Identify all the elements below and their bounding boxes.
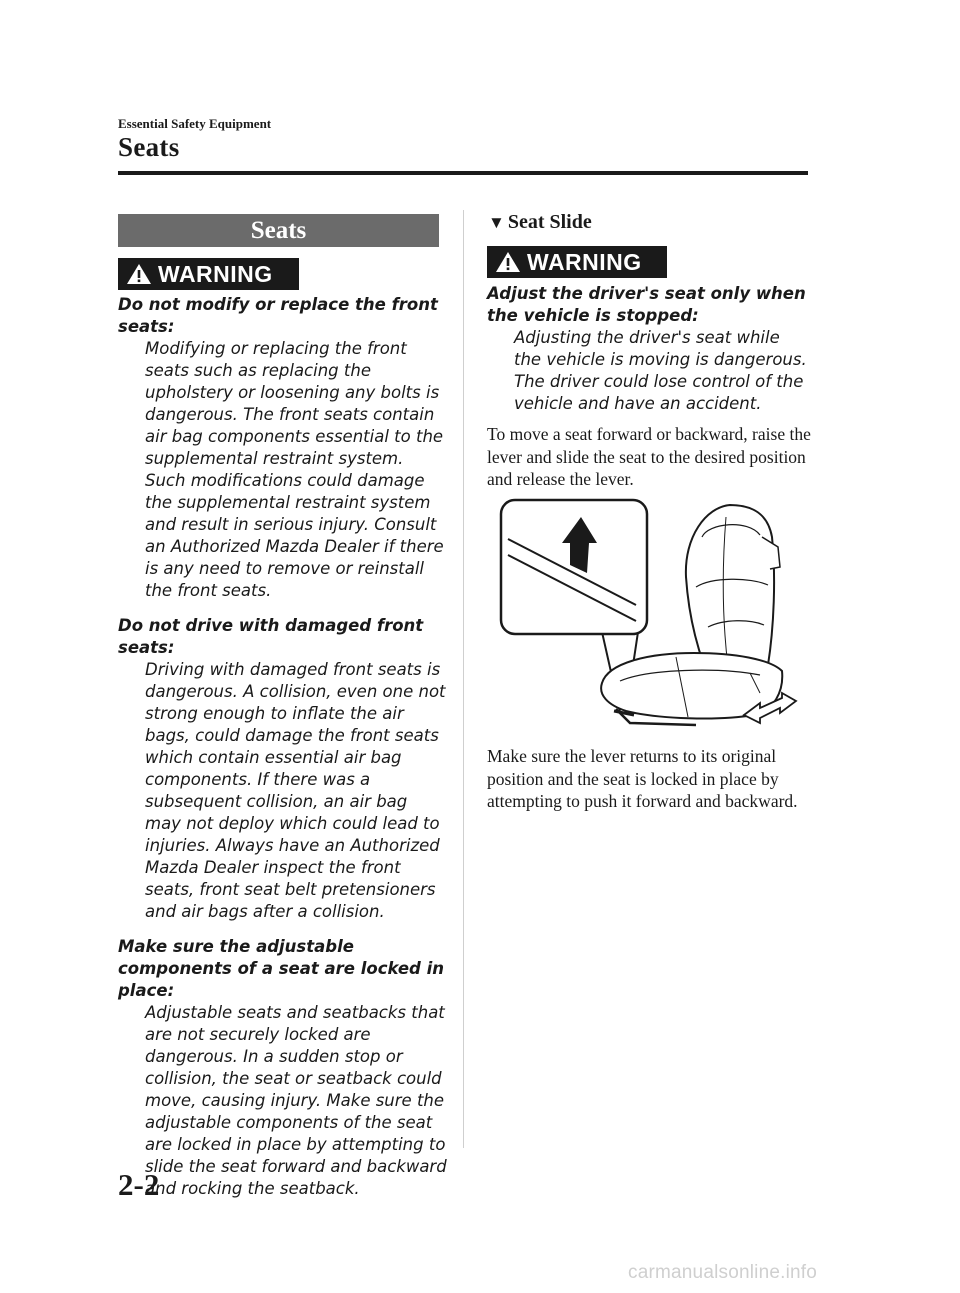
warning-item [118, 294, 448, 602]
warning-icon [126, 263, 152, 285]
triangle-marker-icon: ▼ [488, 213, 505, 232]
watermark: carmanualsonline.info [628, 1262, 818, 1283]
warning-item [118, 615, 448, 923]
warning-body: Modifying or replacing the front seats such as replacing the upholstery or loosening any bolts is dangerous. The front seats contain air bag components essential to the supplemental restraint system. Such modifications could damage the supplemental restraint system and result in serious injury. Consult an Authorized Mazda Dealer if there is any need to remove or reinstall the front seats. [145, 339, 444, 600]
left-warnings [118, 294, 448, 1213]
page-title: Seats [118, 132, 180, 162]
warning-badge [487, 246, 667, 278]
warning-icon [495, 251, 521, 273]
page-number: 2-2 [118, 1167, 160, 1202]
warning-badge [118, 258, 299, 290]
seat-slide-illustration [498, 497, 798, 727]
seat-back [686, 505, 774, 673]
warning-title: Do not drive with damaged front seats: [118, 616, 424, 657]
warning-body: Adjustable seats and seatbacks that are not securely locked are dangerous. In a sudden stop or collision, the seat or seatback could move, causing injury. Make sure the adjustable components of the seat are locked in place by attempting to slide the seat forward and backward and rocking the seatback. [145, 1003, 447, 1198]
warning-item [118, 936, 448, 1200]
right-warning [487, 283, 812, 415]
warning-label: WARNING [527, 248, 642, 275]
warning-body: Driving with damaged front seats is dangerous. A collision, even one not strong enough to inflate the air bags, could damage the front seats which contain essential air bag components. If there was a subsequent collision, an air bag may not deploy which could lead to injuries. Always have an Authorized Mazda Dealer inspect the front seats, front seat belt pretensioners and air bags after a collision. [145, 660, 446, 921]
warning-title: Make sure the adjustable components of a seat are locked in place: [118, 937, 445, 1000]
warning-title: Do not modify or replace the front seats: [118, 295, 438, 336]
section-bar-seats: Seats [118, 214, 439, 247]
warning-title: Adjust the driver's seat only when the vehicle is stopped: [487, 284, 806, 325]
warning-label: WARNING [158, 260, 273, 287]
subsection-heading [488, 211, 592, 234]
callout-box [501, 500, 647, 634]
column-divider [463, 210, 464, 1148]
warning-body: Adjusting the driver's seat while the vehicle is moving is dangerous. The driver could lose control of the vehicle and have an accident. [514, 328, 807, 413]
subsection-title: Seat Slide [507, 211, 592, 233]
section-label: Essential Safety Equipment [118, 116, 272, 131]
instruction-paragraph: Make sure the lever returns to its original position and the seat is locked in place by attempting to push it forward and backward. [487, 746, 798, 811]
instruction-paragraph: To move a seat forward or backward, raise the lever and slide the seat to the desired position and release the lever. [487, 424, 811, 489]
header-divider [118, 171, 808, 175]
